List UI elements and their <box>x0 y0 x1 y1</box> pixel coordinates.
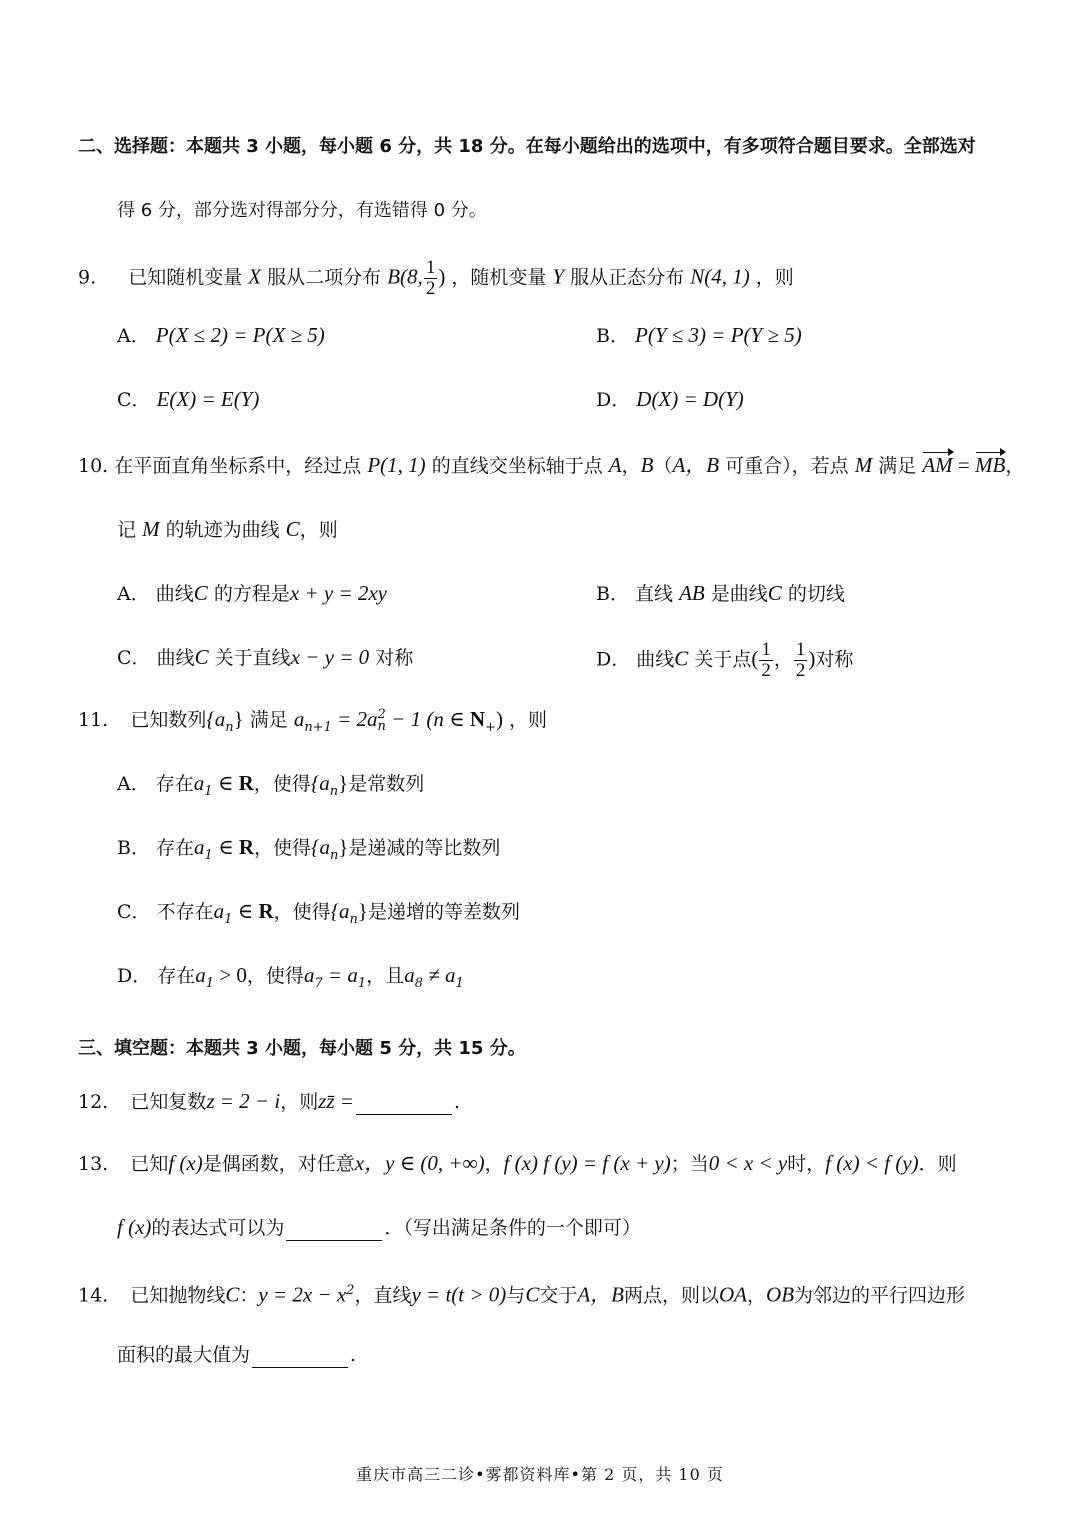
q10-equals: = <box>952 453 975 477</box>
option-expr: a <box>195 963 206 987</box>
q13-expr: f (x) <box>117 1215 152 1239</box>
q13-text: 的表达式可以为 <box>151 1217 285 1239</box>
option-text: ，且 <box>366 965 405 987</box>
option-text: 是常数列 <box>348 773 425 795</box>
q9-option-d <box>596 386 744 413</box>
option-text: ， <box>773 648 793 671</box>
q13-text: ；当 <box>670 1153 709 1175</box>
q14-number: 14. <box>78 1284 109 1307</box>
frac-numerator: 1 <box>425 257 436 278</box>
sequence: {a <box>310 771 330 795</box>
option-label: A． <box>117 325 150 347</box>
curve-c: C <box>767 581 782 605</box>
fraction <box>794 640 808 681</box>
paren: ) <box>808 646 816 671</box>
sequence: {a <box>206 707 226 731</box>
paren: ) <box>495 707 503 731</box>
option-text: 不存在 <box>156 901 214 923</box>
option-text: 直线 <box>635 583 674 605</box>
frac-denominator: 2 <box>761 660 771 681</box>
q14-segment: OB <box>766 1282 795 1307</box>
option-label: D． <box>596 648 631 671</box>
answer-blank[interactable] <box>356 1094 452 1115</box>
subscript: 1 <box>204 847 213 863</box>
subscript: 1 <box>455 975 464 991</box>
reals-symbol: R <box>258 899 274 923</box>
q9-text: ，则 <box>755 266 794 289</box>
option-label: A． <box>117 583 150 605</box>
option-text: 的切线 <box>787 583 845 605</box>
q12-text: ，则 <box>280 1091 319 1113</box>
option-text: 曲线 <box>156 647 195 669</box>
option-text: 关于点 <box>694 648 752 671</box>
subscript: 7 <box>314 975 323 991</box>
subscript: n <box>225 719 234 735</box>
superscript: 2 <box>346 1283 355 1298</box>
option-text: 存在 <box>157 965 196 987</box>
q10-option-d <box>596 640 853 681</box>
option-label: C． <box>117 389 151 411</box>
answer-blank[interactable] <box>286 1220 382 1241</box>
recurrence: a <box>293 707 305 731</box>
q10-text: 记 <box>117 519 137 541</box>
q9-text: 服从正态分布 <box>570 266 685 289</box>
section-2-line-1: 二、选择题：本题共 3 小题，每小题 6 分，共 18 分。在每小题给出的选项中，有多项符合题目要求。全部选对 <box>78 136 976 157</box>
question-12 <box>78 1088 460 1115</box>
question-14 <box>78 1278 965 1308</box>
section-3-heading <box>78 1036 526 1062</box>
q9-normal: N(4, 1) <box>690 264 750 289</box>
sequence: {a <box>330 899 350 923</box>
option-expr: ≠ a <box>422 963 456 987</box>
q13-text: 已知 <box>130 1153 169 1175</box>
q13-number: 13. <box>78 1153 109 1175</box>
q10-text: 满足 <box>878 455 917 477</box>
superscript: 2 <box>377 707 386 722</box>
recurrence: = 2a <box>331 707 378 731</box>
q9-text: 服从二项分布 <box>267 266 382 289</box>
option-text: 存在 <box>156 837 195 859</box>
q11-text: 已知数列 <box>130 709 207 731</box>
question-9 <box>78 258 794 299</box>
q10-text: 的轨迹为曲线 <box>165 519 280 541</box>
q12-text: 已知复数 <box>130 1091 207 1113</box>
question-10 <box>78 452 1024 479</box>
fraction <box>759 640 773 681</box>
option-expr: E(X) = E(Y) <box>156 387 260 411</box>
q13-text: ．则 <box>918 1153 957 1175</box>
q9-var-y: Y <box>552 264 565 289</box>
option-label: B． <box>117 837 150 859</box>
option-text: 关于直线 <box>214 647 291 669</box>
q11-option-d <box>117 962 464 997</box>
option-label: C． <box>117 901 151 923</box>
option-text: ，使得 <box>273 901 331 923</box>
option-label: D． <box>596 389 631 411</box>
option-expr: = a <box>322 963 358 987</box>
option-text: 对称 <box>375 647 414 669</box>
q10-point-p: P(1, 1) <box>367 453 426 477</box>
subscript: + <box>485 719 496 735</box>
q14-curve-c: C <box>225 1282 240 1307</box>
q9-option-c <box>117 386 259 413</box>
q12-number: 12. <box>78 1091 109 1113</box>
option-label: B． <box>596 583 629 605</box>
option-label: D． <box>117 965 152 987</box>
answer-blank[interactable] <box>252 1347 348 1368</box>
q9-option-a <box>117 322 325 349</box>
option-expr: ∈ <box>232 899 259 923</box>
q13-expr: f (x) < f (y) <box>825 1151 919 1175</box>
q13-text: ．（写出满足条件的一个即可） <box>384 1217 641 1239</box>
q14-expr: y = 2x − x <box>258 1282 347 1307</box>
q9-var-x: X <box>248 264 262 289</box>
q10-point-a: A <box>608 453 622 477</box>
question-10-cont <box>117 516 338 543</box>
subscript: n <box>377 719 386 734</box>
frac-denominator: 2 <box>795 660 806 681</box>
q9-text: ，随机变量 <box>451 266 547 289</box>
q10-curve-c: C <box>285 517 300 541</box>
brace: } <box>233 707 244 731</box>
option-text: ，使得 <box>253 773 311 795</box>
q9-fraction <box>424 258 438 299</box>
q14-text: . <box>350 1344 357 1366</box>
option-text: 是曲线 <box>710 583 768 605</box>
q12-expr: zz̄ = <box>318 1089 354 1113</box>
subscript: n <box>329 847 339 863</box>
option-text: ，使得 <box>246 965 304 987</box>
q10-text: ，则 <box>299 519 338 541</box>
brace: } <box>338 771 349 795</box>
question-14-cont <box>117 1342 356 1368</box>
q14-text: 为邻边的平行四边形 <box>794 1284 966 1307</box>
option-expr: x + y = 2xy <box>289 581 387 605</box>
option-expr: D(X) = D(Y) <box>636 387 744 411</box>
section-2-heading-cont <box>117 198 487 224</box>
q10-text: ， <box>621 455 641 477</box>
frac-numerator: 1 <box>795 639 806 660</box>
q9-text: 已知随机变量 <box>128 266 243 289</box>
q13-expr: x，y ∈ (0, +∞) <box>354 1151 485 1175</box>
option-expr: a <box>213 899 225 923</box>
q14-text: 两点，则以 <box>624 1284 720 1307</box>
frac-numerator: 1 <box>761 639 771 660</box>
subscript: 1 <box>205 975 215 991</box>
q10-point-m: M <box>142 517 160 541</box>
option-expr: ∈ <box>212 771 239 795</box>
q11-text: 满足 <box>249 709 288 731</box>
q14-text: ： <box>239 1284 259 1307</box>
q14-text: 已知抛物线 <box>130 1284 226 1307</box>
option-text: 曲线 <box>155 583 194 605</box>
q11-option-a <box>117 770 424 805</box>
q13-text: 是偶函数，对任意 <box>202 1153 355 1175</box>
q14-text: ，直线 <box>354 1284 412 1307</box>
option-text: ，使得 <box>254 837 312 859</box>
q11-text: ，则 <box>509 709 548 731</box>
q13-expr: f (x) f (y) = f (x + y) <box>503 1151 671 1175</box>
section-2-heading <box>78 134 976 160</box>
frac-denominator: 2 <box>425 278 436 299</box>
option-expr: > 0 <box>214 963 247 987</box>
option-label: C． <box>117 647 151 669</box>
vector-am: AM <box>922 453 953 477</box>
naturals-symbol: N <box>469 707 486 731</box>
reals-symbol: R <box>238 835 255 859</box>
q14-text: ， <box>747 1284 767 1307</box>
section-3-line-1: 三、填空题：本题共 3 小题，每小题 5 分，共 15 分。 <box>78 1038 526 1059</box>
q10-option-b <box>596 580 845 607</box>
page-footer: 重庆市高三二诊•雾都资料库•第 2 页，共 10 页 <box>356 1465 724 1484</box>
vector-mb: MB <box>975 453 1006 477</box>
paren: ( <box>751 646 759 671</box>
q10-points-ab: A，B <box>672 453 720 477</box>
option-text: 是递增的等差数列 <box>368 901 521 923</box>
option-expr: P(X ≤ 2) = P(X ≥ 5) <box>155 323 325 347</box>
option-expr: a <box>404 963 415 987</box>
q10-text: 可重合），若点 <box>725 455 849 477</box>
brace: } <box>338 835 349 859</box>
q13-text: 时， <box>787 1153 826 1175</box>
line-ab: AB <box>679 581 705 605</box>
option-text: 对称 <box>815 648 854 671</box>
option-expr: x − y = 0 <box>290 645 370 669</box>
q11-option-c <box>117 898 520 933</box>
option-expr: ∈ <box>212 835 239 859</box>
question-11 <box>78 706 547 741</box>
q11-option-b <box>117 834 500 869</box>
q10-text: （ <box>653 455 673 477</box>
option-text: 曲线 <box>636 648 675 671</box>
option-label: A． <box>117 773 150 795</box>
recurrence: − 1 (n ∈ <box>385 707 470 731</box>
subscript: 1 <box>204 783 213 799</box>
subscript: n <box>349 911 358 927</box>
question-13-cont <box>117 1214 641 1241</box>
sequence: {a <box>311 835 330 859</box>
option-expr: P(Y ≤ 3) = P(Y ≥ 5) <box>635 323 802 347</box>
q10-text: ， <box>1005 455 1025 477</box>
section-2-line-2: 得 6 分，部分选对得部分分，有选错得 0 分。 <box>117 200 487 221</box>
option-expr: a <box>303 963 315 987</box>
q10-text: 的直线交坐标轴于点 <box>431 455 603 477</box>
q10-point-b: B <box>640 453 654 477</box>
q10-option-c <box>117 644 413 671</box>
q13-text: ， <box>484 1153 504 1175</box>
q14-text: 与 <box>506 1284 526 1307</box>
option-text: 的方程是 <box>213 583 290 605</box>
q10-option-a <box>117 580 387 607</box>
curve-c: C <box>194 645 209 669</box>
option-expr: a <box>194 835 205 859</box>
q14-segment: OA <box>719 1282 748 1307</box>
subscript: 8 <box>414 975 423 991</box>
subscript: 1 <box>224 911 233 927</box>
q9-option-b <box>596 322 802 349</box>
subscript: 1 <box>357 975 367 991</box>
q9-number: 9. <box>78 266 97 289</box>
q13-expr: f (x) <box>168 1151 203 1175</box>
q9-binomial: B(8, <box>387 264 423 289</box>
q14-curve-c: C <box>525 1282 540 1307</box>
subscript: n <box>329 783 339 799</box>
q10-text: 在平面直角坐标系中，经过点 <box>114 455 362 477</box>
question-13 <box>78 1150 957 1177</box>
option-expr: a <box>193 771 205 795</box>
q10-point-m: M <box>854 453 873 477</box>
q12-expr: z = 2 − i <box>206 1089 281 1113</box>
curve-c: C <box>193 581 208 605</box>
q12-text: . <box>453 1091 461 1113</box>
option-text: 是递减的等比数列 <box>348 837 501 859</box>
curve-c: C <box>674 646 689 671</box>
brace: } <box>357 899 368 923</box>
reals-symbol: R <box>238 771 254 795</box>
q14-text: 交于 <box>539 1284 578 1307</box>
q14-points: A，B <box>577 1282 624 1307</box>
q11-number: 11. <box>78 709 109 731</box>
q10-number: 10. <box>78 455 109 477</box>
option-label: B． <box>596 325 629 347</box>
q9-binomial-close: ) <box>438 264 446 289</box>
q14-expr: y = t(t > 0) <box>411 1282 507 1307</box>
option-text: 存在 <box>155 773 194 795</box>
subscript: n+1 <box>304 719 332 735</box>
q14-text: 面积的最大值为 <box>117 1344 251 1366</box>
q13-expr: 0 < x < y <box>708 1151 788 1175</box>
